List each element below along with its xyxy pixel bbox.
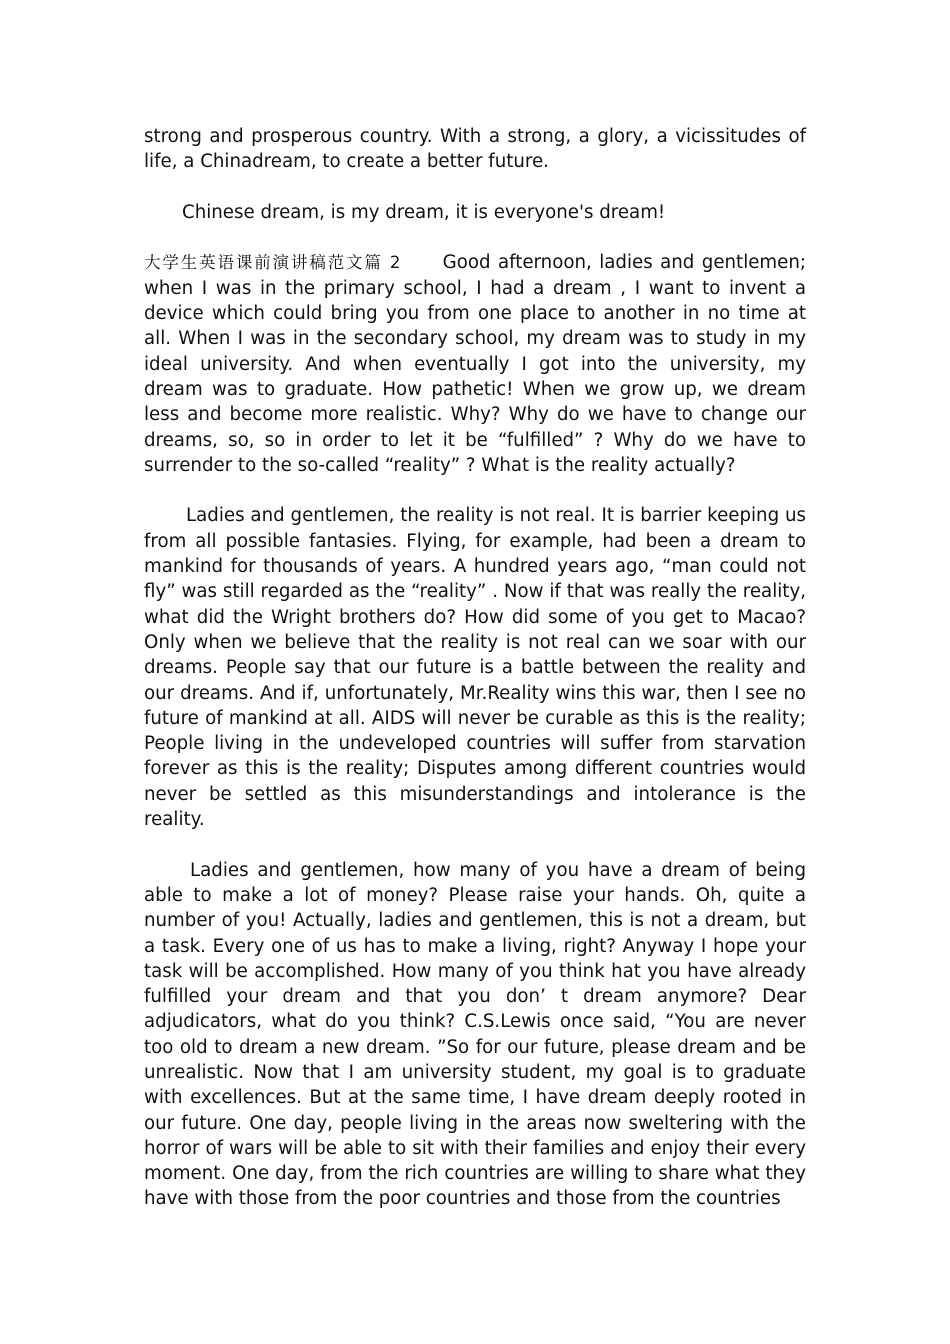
- paragraph-text: Good afternoon, ladies and gentlemen; when I was in the primary school, I had a dream , I want to invent a device which could bring you from one place to another in no time at all. When I was in the secondary school, my dream was to study in my ideal university. And when eventually I got into the university, my dream was to graduate. How pathetic! When we grow up, we dream less and become more realistic. Why? Why do we have to change our dreams, so, so in order to let it be “fulfilled” ? Why do we have to surrender to the so-called “reality” ? What is the reality actually?: [144, 252, 806, 476]
- document-page: [144, 124, 806, 1237]
- paragraph-reality: Ladies and gentlemen, the reality is not real. It is barrier keeping us from all possible fantasies. Flying, for example, had been a dream to mankind for thousands of years. A hundred years ago, “man could not fly” was still regarded as the “reality” . Now if that was really the reality, what did the Wright brothers do? How did some of you get to Macao? Only when we believe that the reality is not real can we soar with our dreams. People say that our future is a battle between the reality and our dreams. And if, unfortunately, Mr.Reality wins this war, then I see no future of mankind at all. AIDS will never be curable as this is the reality; People living in the undeveloped countries will suffer from starvation forever as this is the reality; Disputes among different countries would never be settled as this misunderstandings and intolerance is the reality.: [144, 505, 806, 831]
- section-heading: 大学生英语课前演讲稿范文篇 2: [144, 253, 401, 273]
- paragraph-continuation: strong and prosperous country. With a strong, a glory, a vicissitudes of life, a Chinadream, to create a better future.: [144, 126, 806, 173]
- paragraph-money-dream: Ladies and gentlemen, how many of you have a dream of being able to make a lot of money? Please raise your hands. Oh, quite a number of you! Actually, ladies and gentlemen, this is not a dream, but a task. Every one of us has to make a living, right? Anyway I hope your task will be accomplished. How many of you think hat you have already fulfilled your dream and that you don’ t dream anymore? Dear adjudicators, what do you think? C.S.Lewis once said, “You are never too old to dream a new dream. ”So for our future, please dream and be unrealistic. Now that I am university student, my goal is to graduate with excellences. But at the same time, I have dream deeply rooted in our future. One day, people living in the areas now sweltering with the horror of wars will be able to sit with their families and enjoy their every moment. One day, from the rich countries are willing to share what they have with those from the poor countries and those from the countries: [144, 859, 806, 1210]
- paragraph-chinese-dream: Chinese dream, is my dream, it is everyone's dream!: [182, 201, 666, 223]
- paragraph-speech-2-intro: [144, 250, 806, 478]
